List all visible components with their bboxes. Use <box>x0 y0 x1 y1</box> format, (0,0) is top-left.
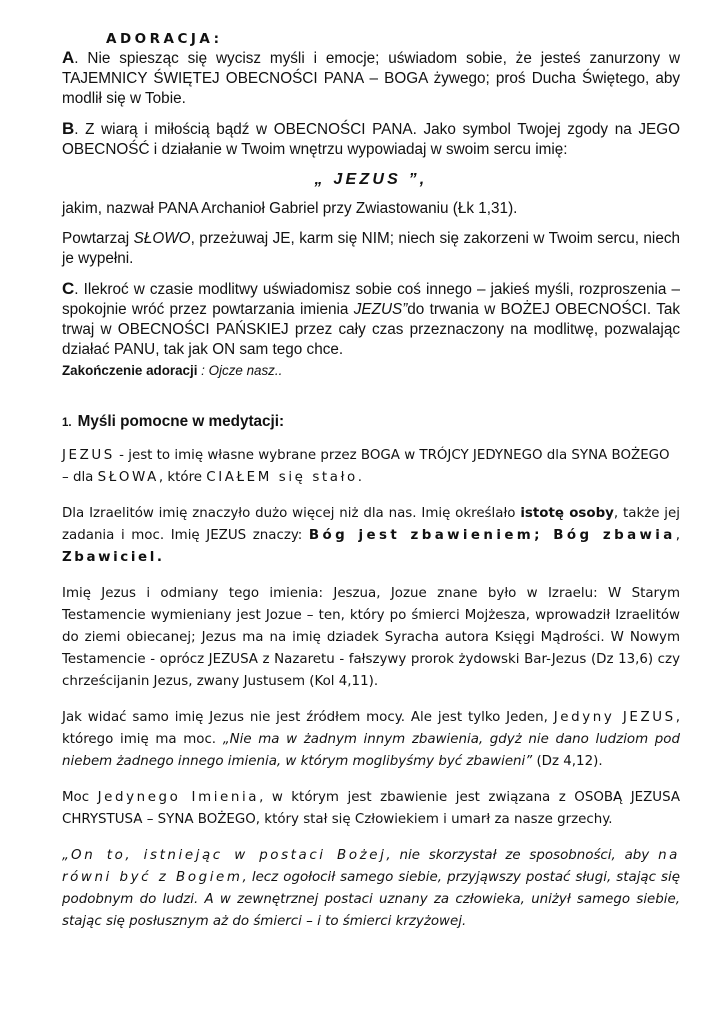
paragraph-a <box>62 48 680 109</box>
label-c: C <box>62 279 75 298</box>
p6-spaced-2: na równi być z Bogiem <box>62 848 680 885</box>
p5-name: Jedynego Imienia <box>97 790 260 805</box>
p1-mid: - jest to imię własne wybrane przez BOGA w TRÓJCY JEDYNEGO dla SYNA BOŻEGO – dla <box>62 448 670 485</box>
paragraph-c-text-2: do trwania w BOŻEJ OBECNOŚCI. Tak trwaj w OBECNOŚCI PAŃSKIEJ przez cały czas przeznaczony na modlitwę, pozwalając działać PANU, tak jak ON sam tego chce. <box>62 301 681 358</box>
adoracja-title: ADORACJA: <box>106 31 223 47</box>
heading-number: 1. <box>62 417 72 429</box>
p1-jezus: JEZUS <box>62 448 115 463</box>
meditation-paragraph-2 <box>62 503 680 569</box>
paragraph-c-text-1: . Ilekroć w czasie modlitwy uświadomisz sobie coś innego – jakieś myśli, rozproszenia – spokojnie wróć przez powtarzania imienia <box>62 281 680 318</box>
label-a: A <box>62 48 75 67</box>
paragraph-c <box>62 279 680 360</box>
p2-a: Dla Izraelitów imię znaczyło dużo więcej niż dla nas. Imię określało <box>62 506 521 521</box>
p1-end: . <box>357 470 363 485</box>
p1-slowa: SŁOWA <box>97 470 159 485</box>
jezus-name-line: „ JEZUS ”, <box>314 171 428 188</box>
meditation-paragraph-6 <box>62 845 680 933</box>
meditation-paragraph-1 <box>62 445 680 489</box>
p2-c: , <box>675 528 680 543</box>
paragraph-c-name: JEZUS” <box>353 301 408 318</box>
p6-a: , nie skorzystał ze sposobności, aby <box>386 848 659 863</box>
paragraph-b-text: . Z wiarą i miłością bądź w OBECNOŚCI PANA. Jako symbol Twojej zgody na JEGO OBECNOŚĆ i działanie w Twoim wnętrzu wypowiadaj w swoim sercu imię: <box>62 121 680 158</box>
p6-spaced-1: „On to, istniejąc w postaci Bożej <box>62 848 387 863</box>
paragraph-repeat <box>62 229 680 269</box>
meditation-paragraph-4 <box>62 707 680 773</box>
p1-which: , które <box>158 470 207 485</box>
paragraph-b <box>62 119 680 160</box>
gabriel-line: jakim, nazwał PANA Archanioł Gabriel przy Zwiastowaniu (Łk 1,31). <box>62 200 518 217</box>
repeat-text-2: , przeżuwaj JE, karm się NIM; niech się zakorzeni w Twoim sercu, niech je wypełni. <box>62 230 680 267</box>
p4-b: , którego imię ma moc. <box>62 710 680 747</box>
p1-cialem: CIAŁEM się stało <box>206 470 358 485</box>
heading-text: Myśli pomocne w medytacji: <box>77 413 285 430</box>
repeat-text-1: Powtarzaj <box>62 230 134 247</box>
p2-saviour: Zbawiciel. <box>62 550 165 565</box>
p4-jedyny: Jedyny JEZUS <box>553 710 676 725</box>
p5-b: , w którym jest zbawienie jest związana z OSOBĄ JEZUSA CHRYSTUSA – SYNA BOŻEGO, który stał się Człowiekiem i umarł za nasze grzechy. <box>62 790 680 827</box>
p4-a: Jak widać samo imię Jezus nie jest źródłem mocy. Ale jest tylko Jeden, <box>62 710 554 725</box>
label-b: B <box>62 119 75 138</box>
meditation-paragraph-5 <box>62 787 680 831</box>
document-page <box>62 28 680 933</box>
p2-bold: istotę osoby <box>520 506 614 521</box>
ending-label: Zakończenie adoracji <box>62 363 198 378</box>
meditation-heading <box>62 413 680 431</box>
ending-line <box>62 361 680 381</box>
p4-ref: (Dz 4,12). <box>532 754 603 769</box>
paragraph-a-text: . Nie spiesząc się wycisz myśli i emocje; uświadom sobie, że jesteś zanurzony w TAJEMNICY ŚWIĘTEJ OBECNOŚCI PANA – BOGA żywego; proś Ducha Świętego, aby modlił się w Tobie. <box>62 50 680 107</box>
meditation-paragraph-3: Imię Jezus i odmiany tego imienia: Jeszua, Jozue znane było w Izraelu: W Starym Testamencie wymieniany jest Jozue – ten, który po śmierci Mojżesza, wprowadził Izraelitów do ziemi obiecanej; Jezus ma na imię dziadek Syracha autora Księgi Mądrości. W Nowym Testamencie - oprócz JEZUSA z Nazaretu - fałszywy prorok żydowski Bar-Jezus (Dz 13,6) czy chrześcijanin Jezus, zwany Justusem (Kol 4,11). <box>62 586 680 689</box>
p4-quote: „Nie ma w żadnym innym zbawienia, gdyż nie dano ludziom pod niebem żadnego innego imienia, w którym moglibyśmy być zbawieni” <box>62 732 680 769</box>
repeat-word: SŁOWO <box>133 230 191 247</box>
p6-b: , lecz ogołocił samego siebie, przyjąwszy postać sługi, stając się podobnym do ludzi. A w zewnętrznej postaci uznany za człowieka, uniżył samego siebie, stając się posłusznym aż do śmierci – i to śmierci krzyżowej. <box>62 870 680 929</box>
ending-text: : Ojcze nasz.. <box>197 363 283 378</box>
p2-b: , także jej zadania i moc. Imię JEZUS znaczy: <box>62 506 680 543</box>
p2-meaning: Bóg jest zbawieniem; Bóg zbawia <box>308 528 676 543</box>
p5-a: Moc <box>62 790 98 805</box>
